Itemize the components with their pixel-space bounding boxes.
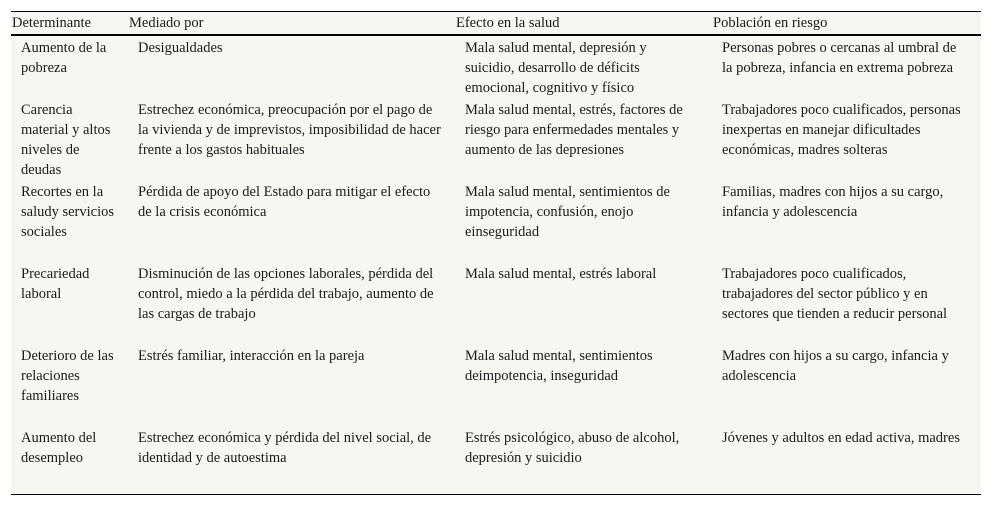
cell-efecto: Mala salud mental, sentimientos deimpotencia, inseguridad <box>465 348 653 384</box>
cell-mediado: Estrechez económica y pérdida del nivel social, de identidad y de autoestima <box>138 430 432 466</box>
table-row <box>11 35 981 98</box>
header-efecto-salud: Efecto en la salud <box>455 12 712 35</box>
cell-mediado: Estrechez económica, preocupación por el pago de la vivienda y de imprevistos, imposibilidad de hacer frente a los gastos habituales <box>138 102 441 158</box>
table-row <box>11 262 981 344</box>
cell-mediado: Pérdida de apoyo del Estado para mitigar el efecto de la crisis económica <box>138 184 431 220</box>
cell-determinante: Deterioro de las relaciones familiares <box>21 348 114 404</box>
header-poblacion-riesgo: Población en riesgo <box>712 12 981 35</box>
cell-mediado: Desigualdades <box>138 40 223 56</box>
header-mediado-por: Mediado por <box>128 12 455 35</box>
cell-efecto: Mala salud mental, sentimientos de impotencia, confusión, enojo einseguridad <box>465 184 670 240</box>
cell-efecto: Mala salud mental, estrés, factores de riesgo para enfermedades mentales y aumento de las depresiones <box>465 102 683 158</box>
cell-determinante: Precariedad laboral <box>21 266 90 302</box>
cell-poblacion: Familias, madres con hijos a su cargo, infancia y adolescencia <box>722 184 944 220</box>
table-header-row <box>11 12 981 35</box>
cell-mediado: Estrés familiar, interacción en la pareja <box>138 348 365 364</box>
table-row <box>11 180 981 262</box>
cell-efecto: Mala salud mental, depresión y suicidio, desarrollo de déficits emocional, cognitivo y físico <box>465 40 647 96</box>
table-row <box>11 344 981 426</box>
determinants-table-container <box>11 11 981 495</box>
cell-determinante: Aumento de la pobreza <box>21 40 107 76</box>
cell-determinante: Aumento del desempleo <box>21 430 97 466</box>
table-row <box>11 98 981 180</box>
cell-efecto: Mala salud mental, estrés laboral <box>465 266 657 282</box>
determinants-table <box>11 12 981 492</box>
table-row <box>11 426 981 492</box>
cell-efecto: Estrés psicológico, abuso de alcohol, depresión y suicidio <box>465 430 680 466</box>
cell-poblacion: Madres con hijos a su cargo, infancia y adolescencia <box>722 348 949 384</box>
cell-determinante: Carencia material y altos niveles de deudas <box>21 102 111 178</box>
cell-mediado: Disminución de las opciones laborales, pérdida del control, miedo a la pérdida del trabajo, aumento de las cargas de trabajo <box>138 266 434 322</box>
cell-poblacion: Trabajadores poco cualificados, personas inexpertas en manejar dificultades económicas, madres solteras <box>722 102 961 158</box>
cell-poblacion: Personas pobres o cercanas al umbral de la pobreza, infancia en extrema pobreza <box>722 40 957 76</box>
cell-determinante: Recortes en la saludy servicios sociales <box>21 184 115 240</box>
cell-poblacion: Trabajadores poco cualificados, trabajadores del sector público y en sectores que tienden a reducir personal <box>722 266 948 322</box>
cell-poblacion: Jóvenes y adultos en edad activa, madres <box>722 430 960 446</box>
header-determinante: Determinante <box>11 12 128 35</box>
